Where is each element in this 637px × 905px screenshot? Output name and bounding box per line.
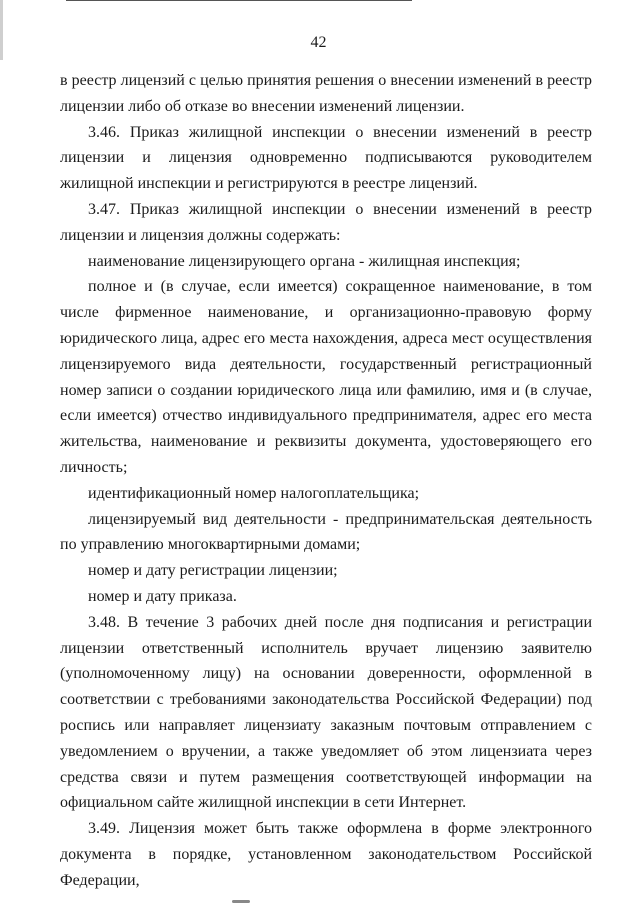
page-number: 42 [310, 34, 327, 51]
list-item-full-name: полное и (в случае, если имеется) сокращенное наименование, в том числе фирменное наименование, и организационно-правовую форму юридического лица, адрес его места нахождения, адреса мест осуществления лицензируемого вида деятельности, государственный регистрационный номер записи о создании юридического лица или фамилию, имя и (в случае, если имеется) отчество индивидуального предпринимателя, адрес его места жительства, наименование и реквизиты документа, удостоверяющего его личность; [60, 278, 592, 476]
body-text [60, 68, 592, 894]
paragraph-3-47: 3.47. Приказ жилищной инспекции о внесении изменений в реестр лицензии и лицензия должны содержать: [60, 200, 592, 244]
top-rule [66, 0, 412, 1]
list-item-licensing-body: наименование лицензирующего органа - жилищная инспекция; [88, 252, 521, 270]
list-item-activity: лицензируемый вид деятельности - предпринимательская деятельность по управлению многоквартирными домами; [60, 510, 592, 554]
paragraph-3-48: 3.48. В течение 3 рабочих дней после дня подписания и регистрации лицензии ответственный исполнитель вручает лицензию заявителю (уполномоченному лицу) на основании доверенности, оформленной в соответствии с требованиями законодательства Российской Федерации) под роспись или направляет лицензиату заказным почтовым отправлением с уведомлением о вручении, а также уведомляет об этом лицензиата через средства связи и путем размещения соответствующей информации на официальном сайте жилищной инспекции в сети Интернет. [60, 613, 592, 812]
list-item-tax-id: идентификационный номер налогоплательщика; [88, 484, 420, 502]
paragraph-3-46: 3.46. Приказ жилищной инспекции о внесении изменений в реестр лицензии и лицензия одновременно подписываются руководителем жилищной инспекции и регистрируются в реестре лицензий. [60, 123, 592, 193]
paragraph-3-49: 3.49. Лицензия может быть также оформлена в форме электронного документа в порядке, установленном законодательством Российской Федерации, [60, 820, 592, 889]
list-item-order: номер и дату приказа. [88, 587, 237, 605]
scan-mark [232, 900, 250, 903]
paragraph-continuation: в реестр лицензий с целью принятия решения о внесении изменений в реестр лицензии либо об отказе во внесении изменений лицензии. [60, 72, 592, 115]
list-item-registration: номер и дату регистрации лицензии; [88, 562, 338, 580]
